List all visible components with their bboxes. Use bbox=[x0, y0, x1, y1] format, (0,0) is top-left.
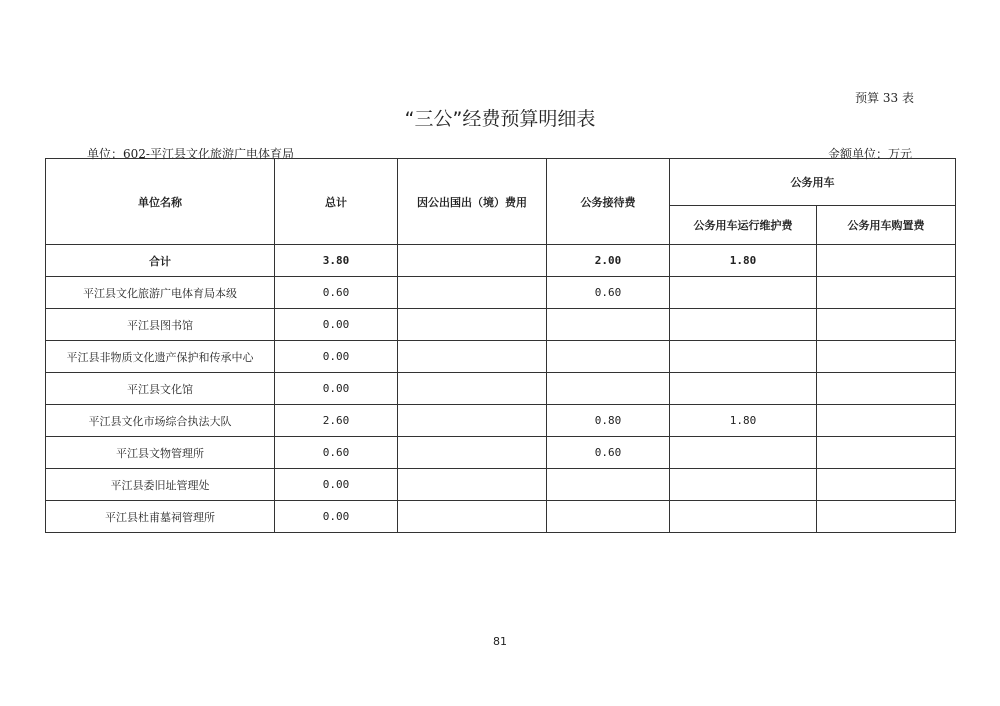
header-unit-name: 单位名称 bbox=[46, 159, 275, 245]
cell-total: 0.60 bbox=[275, 277, 398, 309]
cell-vehicle-buy bbox=[817, 309, 956, 341]
table-row bbox=[46, 341, 956, 373]
cell-name: 平江县杜甫墓祠管理所 bbox=[46, 501, 275, 533]
cell-vehicle-buy bbox=[817, 245, 956, 277]
header-abroad: 因公出国出（境）费用 bbox=[398, 159, 547, 245]
cell-abroad bbox=[398, 469, 547, 501]
cell-name: 平江县委旧址管理处 bbox=[46, 469, 275, 501]
unit-label: 单位：602-平江县文化旅游广电体育局 bbox=[87, 147, 294, 161]
table-row bbox=[46, 469, 956, 501]
cell-vehicle-run: 1.80 bbox=[670, 245, 817, 277]
cell-reception bbox=[547, 341, 670, 373]
table-number: 预算 33 表 bbox=[855, 91, 914, 105]
cell-abroad bbox=[398, 277, 547, 309]
cell-vehicle-buy bbox=[817, 277, 956, 309]
cell-vehicle-buy bbox=[817, 405, 956, 437]
cell-total: 0.00 bbox=[275, 309, 398, 341]
cell-reception bbox=[547, 373, 670, 405]
cell-vehicle-buy bbox=[817, 373, 956, 405]
cell-total: 3.80 bbox=[275, 245, 398, 277]
cell-name: 平江县图书馆 bbox=[46, 309, 275, 341]
cell-name: 平江县非物质文化遗产保护和传承中心 bbox=[46, 341, 275, 373]
cell-abroad bbox=[398, 309, 547, 341]
cell-vehicle-run bbox=[670, 341, 817, 373]
cell-abroad bbox=[398, 245, 547, 277]
cell-total: 0.00 bbox=[275, 373, 398, 405]
cell-vehicle-buy bbox=[817, 501, 956, 533]
page-title: “三公”经费预算明细表 bbox=[404, 108, 596, 130]
table-row bbox=[46, 309, 956, 341]
table-row bbox=[46, 405, 956, 437]
header-total: 总计 bbox=[275, 159, 398, 245]
cell-vehicle-run bbox=[670, 373, 817, 405]
cell-vehicle-buy bbox=[817, 437, 956, 469]
amount-unit-label: 金额单位：万元 bbox=[827, 147, 912, 161]
cell-reception: 0.60 bbox=[547, 277, 670, 309]
cell-total: 0.00 bbox=[275, 501, 398, 533]
cell-vehicle-buy bbox=[817, 341, 956, 373]
header-vehicle-buy: 公务用车购置费 bbox=[817, 206, 956, 245]
cell-vehicle-run bbox=[670, 501, 817, 533]
table-row bbox=[46, 501, 956, 533]
cell-vehicle-buy bbox=[817, 469, 956, 501]
cell-abroad bbox=[398, 437, 547, 469]
table-row-total bbox=[46, 245, 956, 277]
cell-reception: 0.60 bbox=[547, 437, 670, 469]
cell-name: 合计 bbox=[46, 245, 275, 277]
cell-reception: 2.00 bbox=[547, 245, 670, 277]
page-number: 81 bbox=[493, 635, 507, 648]
header-vehicle-group: 公务用车 bbox=[670, 159, 956, 206]
cell-name: 平江县文化馆 bbox=[46, 373, 275, 405]
header-vehicle-run: 公务用车运行维护费 bbox=[670, 206, 817, 245]
cell-vehicle-run: 1.80 bbox=[670, 405, 817, 437]
cell-reception: 0.80 bbox=[547, 405, 670, 437]
cell-vehicle-run bbox=[670, 309, 817, 341]
cell-name: 平江县文化市场综合执法大队 bbox=[46, 405, 275, 437]
budget-table bbox=[45, 158, 956, 533]
cell-abroad bbox=[398, 501, 547, 533]
cell-total: 2.60 bbox=[275, 405, 398, 437]
cell-vehicle-run bbox=[670, 437, 817, 469]
cell-reception bbox=[547, 309, 670, 341]
cell-vehicle-run bbox=[670, 469, 817, 501]
table-row bbox=[46, 437, 956, 469]
cell-total: 0.00 bbox=[275, 341, 398, 373]
cell-total: 0.60 bbox=[275, 437, 398, 469]
cell-abroad bbox=[398, 341, 547, 373]
cell-total: 0.00 bbox=[275, 469, 398, 501]
cell-name: 平江县文化旅游广电体育局本级 bbox=[46, 277, 275, 309]
cell-reception bbox=[547, 501, 670, 533]
header-reception: 公务接待费 bbox=[547, 159, 670, 245]
cell-vehicle-run bbox=[670, 277, 817, 309]
cell-abroad bbox=[398, 373, 547, 405]
cell-name: 平江县文物管理所 bbox=[46, 437, 275, 469]
table-row bbox=[46, 277, 956, 309]
cell-abroad bbox=[398, 405, 547, 437]
cell-reception bbox=[547, 469, 670, 501]
table-row bbox=[46, 373, 956, 405]
